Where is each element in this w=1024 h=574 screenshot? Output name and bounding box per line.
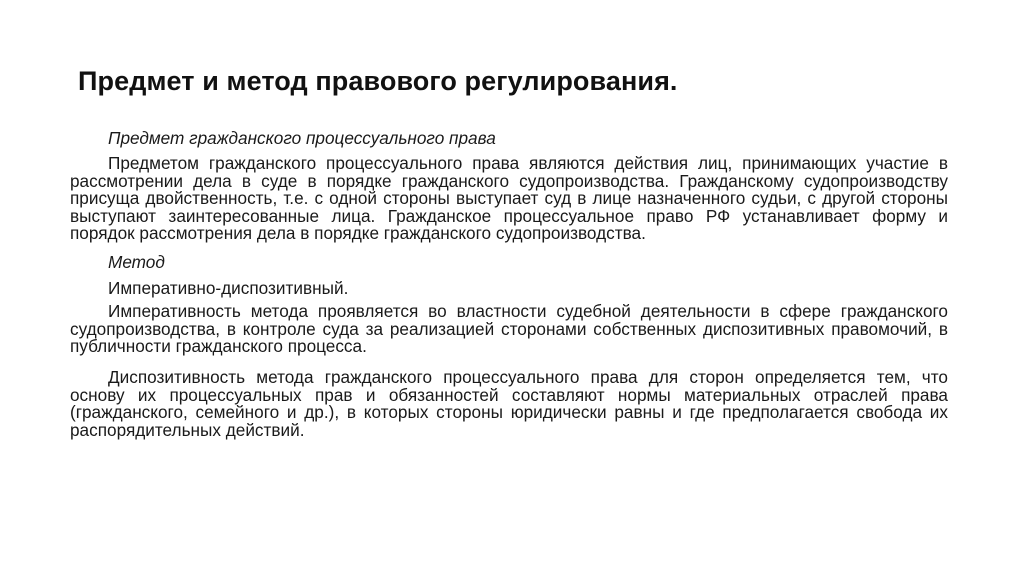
subject-heading: Предмет гражданского процессуального права — [108, 128, 496, 148]
subject-paragraph: Предметом гражданского процессуального права являются действия лиц, принимающих участие в рассмотрении дела в суде в порядке гражданского судопроизводства. Гражданскому судопроизводству присуща двойственность, т.е. с одной стороны выступает суд в лице назначенного судьи, с другой стороны выступают заинтересованные лица. Гражданское процессуальное право РФ устанавливает форму и порядок рассмотрения дела в порядке гражданского судопроизводства. — [70, 153, 948, 244]
imperative-paragraph: Императивность метода проявляется во властности судебной деятельности в сфере гражданского судопроизводства, в контроле суда за реализацией сторонами собственных диспозитивных правомочий, в публичности гражданского процесса. — [70, 301, 948, 357]
slide-body — [70, 130, 948, 448]
method-type: Императивно-диспозитивный. — [108, 277, 349, 298]
method-heading: Метод — [108, 252, 165, 273]
slide-title: Предмет и метод правового регулирования. — [78, 66, 678, 96]
dispositive-paragraph: Диспозитивность метода гражданского процессуального права для сторон определяется тем, что основу их процессуальных прав и обязанностей составляют нормы материальных отраслей права (гражданского, семейного и др.), в которых стороны юридически равны и где предполагается свобода их распорядительных действий. — [70, 367, 948, 440]
